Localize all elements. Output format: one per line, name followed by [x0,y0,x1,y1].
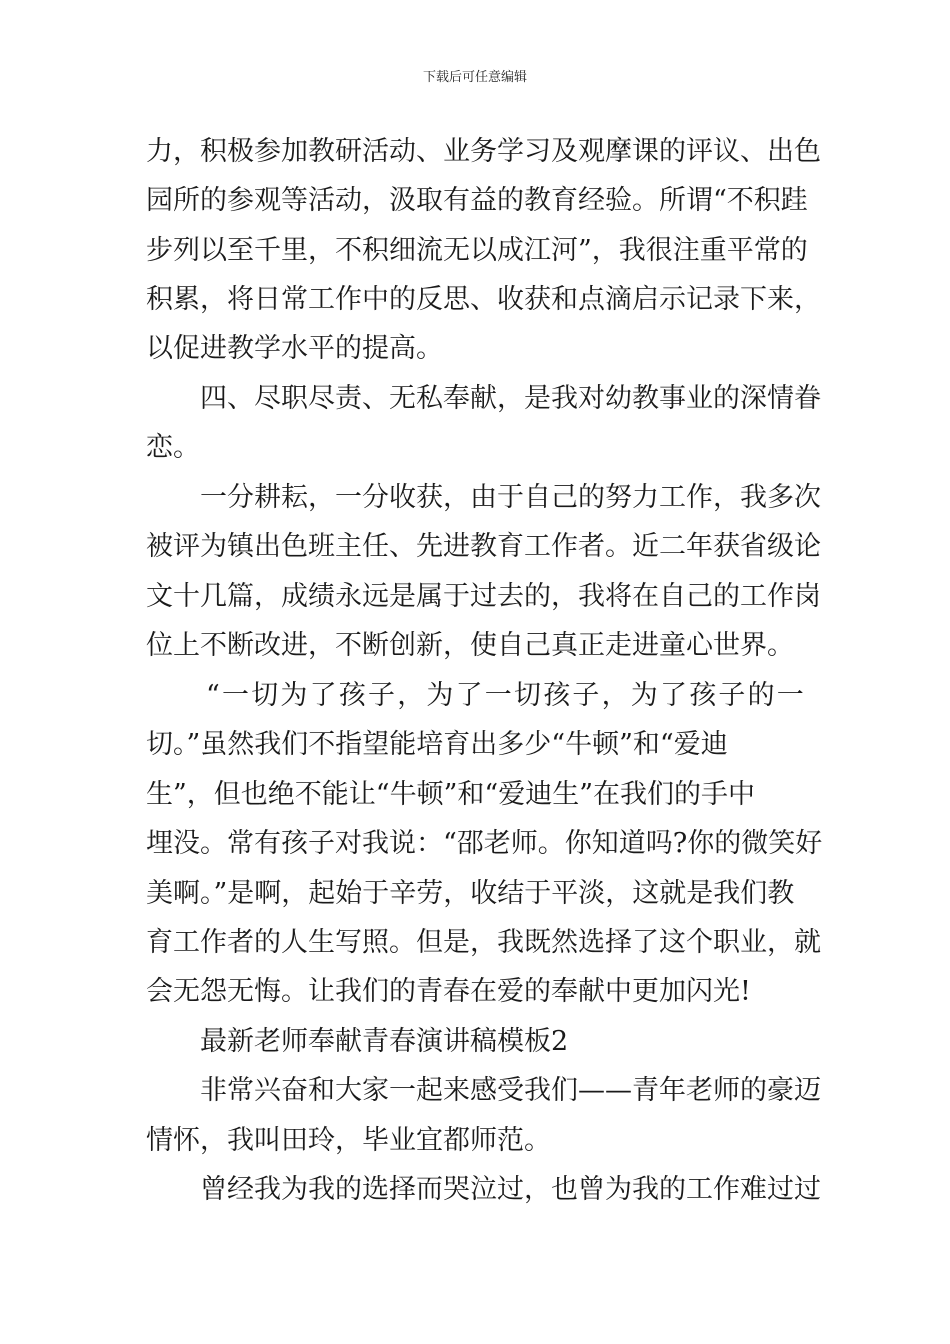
text-line: 曾经我为我的选择而哭泣过，也曾为我的工作难过过 [200,1174,821,1205]
text-line: 被评为镇出色班主任、先进教育工作者。近二年获省级论 [146,531,821,562]
text-line: 非常兴奋和大家一起来感受我们——青年老师的豪迈 [200,1075,821,1106]
text-line: “一切为了孩子，为了一切孩子，为了孩子的一 [206,680,807,711]
text-line: 位上不断改进，不断创新，使自己真正走进童心世界。 [146,630,794,661]
page-header: 下载后可任意编辑 [422,70,527,85]
text-line: 切。”虽然我们不指望能培育出多少“牛顿”和“爱迪 [146,729,728,760]
text-line: 积累，将日常工作中的反思、收获和点滴启示记录下来， [146,284,821,315]
text-line: 生”，但也绝不能让“牛顿”和“爱迪生”在我们的手中 [146,779,756,810]
text-line: 恋。 [146,432,200,463]
text-line: 美啊。”是啊，起始于辛劳，收结于平淡，这就是我们教 [146,878,795,909]
text-line: 育工作者的人生写照。但是，我既然选择了这个职业，就 [146,927,821,958]
text-line: 四、尽职尽责、无私奉献，是我对幼教事业的深情眷 [200,383,821,414]
text-line: 一分耕耘，一分收获，由于自己的努力工作，我多次 [200,482,821,513]
text-line: 文十几篇，成绩永远是属于过去的，我将在自己的工作岗 [146,581,821,612]
text-line: 力，积极参加教研活动、业务学习及观摩课的评议、出色 [146,136,821,167]
text-line: 埋没。常有孩子对我说：“邵老师。你知道吗?你的微笑好 [146,828,823,859]
text-line: 情怀，我叫田玲，毕业宜都师范。 [146,1125,551,1156]
text-line: 会无怨无悔。让我们的青春在爱的奉献中更加闪光! [146,976,751,1007]
text-line: 步列以至千里，不积细流无以成江河”，我很注重平常的 [146,235,808,266]
text-line: 以促进教学水平的提高。 [146,333,443,364]
section-title: 最新老师奉献青春演讲稿模板2 [200,1026,569,1057]
text-line: 园所的参观等活动，汲取有益的教育经验。所谓“不积跬 [146,185,808,216]
